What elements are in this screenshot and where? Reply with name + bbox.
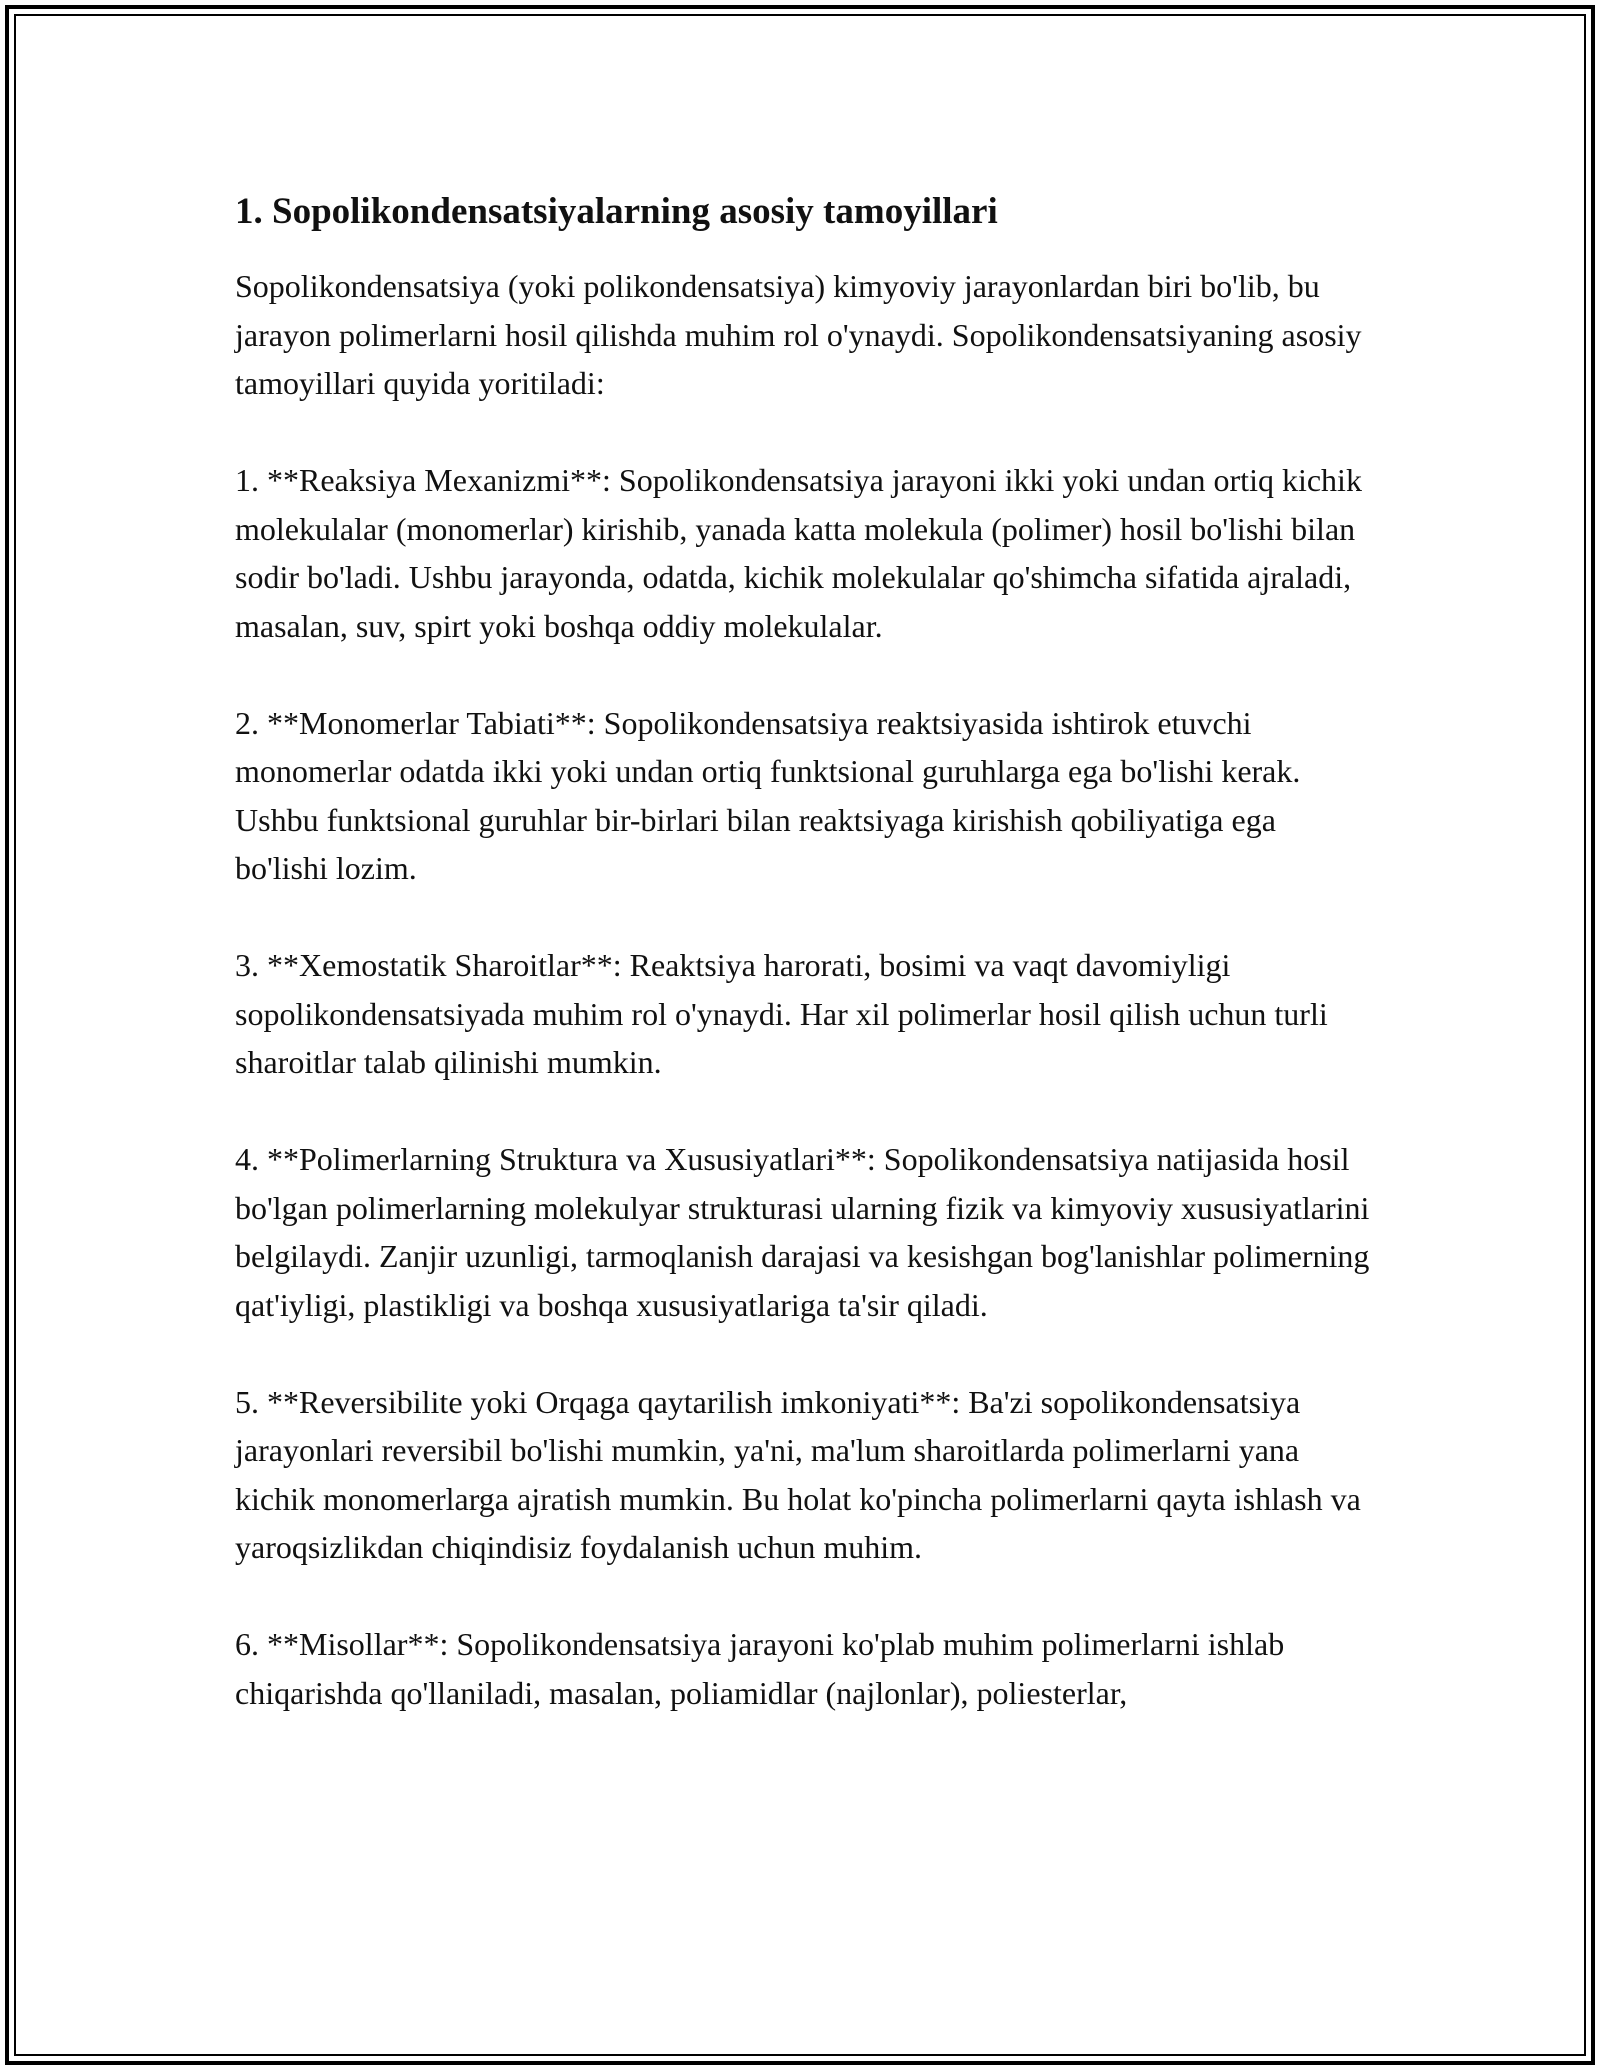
document-body [235, 188, 1370, 1766]
intro-paragraph: Sopolikondensatsiya (yoki polikondensatsiya) kimyoviy jarayonlardan biri bo'lib, bu jarayon polimerlarni hosil qilishda muhim rol o'ynaydi. Sopolikondensatsiyaning asosiy tamoyillari quyida yoritiladi: [235, 268, 1362, 401]
section-heading: 1. Sopolikondensatsiyalarning asosiy tamoyillari [235, 191, 998, 232]
paragraph-reversibility: 5. **Reversibilite yoki Orqaga qaytarilish imkoniyati**: Ba'zi sopolikondensatsiya jarayonlari reversibil bo'lishi mumkin, ya'ni, ma'lum sharoitlarda polimerlarni yana kichik monomerlarga ajratish mumkin. Bu holat ko'pincha polimerlarni qayta ishlash va yaroqsizlikdan chiqindisiz foydalanish uchun muhim. [235, 1383, 1361, 1565]
paragraph-monomer-nature: 2. **Monomerlar Tabiati**: Sopolikondensatsiya reaktsiyasida ishtirok etuvchi monomerlar odatda ikki yoki undan ortiq funktsional guruhlarga ega bo'lishi kerak. Ushbu funktsional guruhlar bir-birlari bilan reaktsiyaga kirishish qobiliyatiga ega bo'lishi lozim. [235, 704, 1301, 886]
paragraph-reaction-mechanism: 1. **Reaksiya Mexanizmi**: Sopolikondensatsiya jarayoni ikki yoki undan ortiq kichik molekulalar (monomerlar) kirishib, yanada katta molekula (polimer) hosil bo'lishi bilan sodir bo'ladi. Ushbu jarayonda, odatda, kichik molekulalar qo'shimcha sifatida ajraladi, masalan, suv, spirt yoki boshqa oddiy molekulalar. [235, 462, 1362, 644]
paragraph-structure-properties: 4. **Polimerlarning Struktura va Xususiyatlari**: Sopolikondensatsiya natijasida hosil bo'lgan polimerlarning molekulyar strukturasi ularning fizik va kimyoviy xususiyatlarini belgilaydi. Zanjir uzunligi, tarmoqlanish darajasi va kesishgan bog'lanishlar polimerning qat'iyligi, plastikligi va boshqa xususiyatlariga ta'sir qiladi. [235, 1141, 1370, 1323]
paragraph-examples: 6. **Misollar**: Sopolikondensatsiya jarayoni ko'plab muhim polimerlarni ishlab chiqarishda qo'llaniladi, masalan, poliamidlar (najlonlar), poliesterlar, [235, 1626, 1285, 1711]
paragraph-conditions: 3. **Xemostatik Sharoitlar**: Reaktsiya harorati, bosimi va vaqt davomiyligi sopolikondensatsiyada muhim rol o'ynaydi. Har xil polimerlar hosil qilish uchun turli sharoitlar talab qilinishi mumkin. [235, 947, 1328, 1080]
